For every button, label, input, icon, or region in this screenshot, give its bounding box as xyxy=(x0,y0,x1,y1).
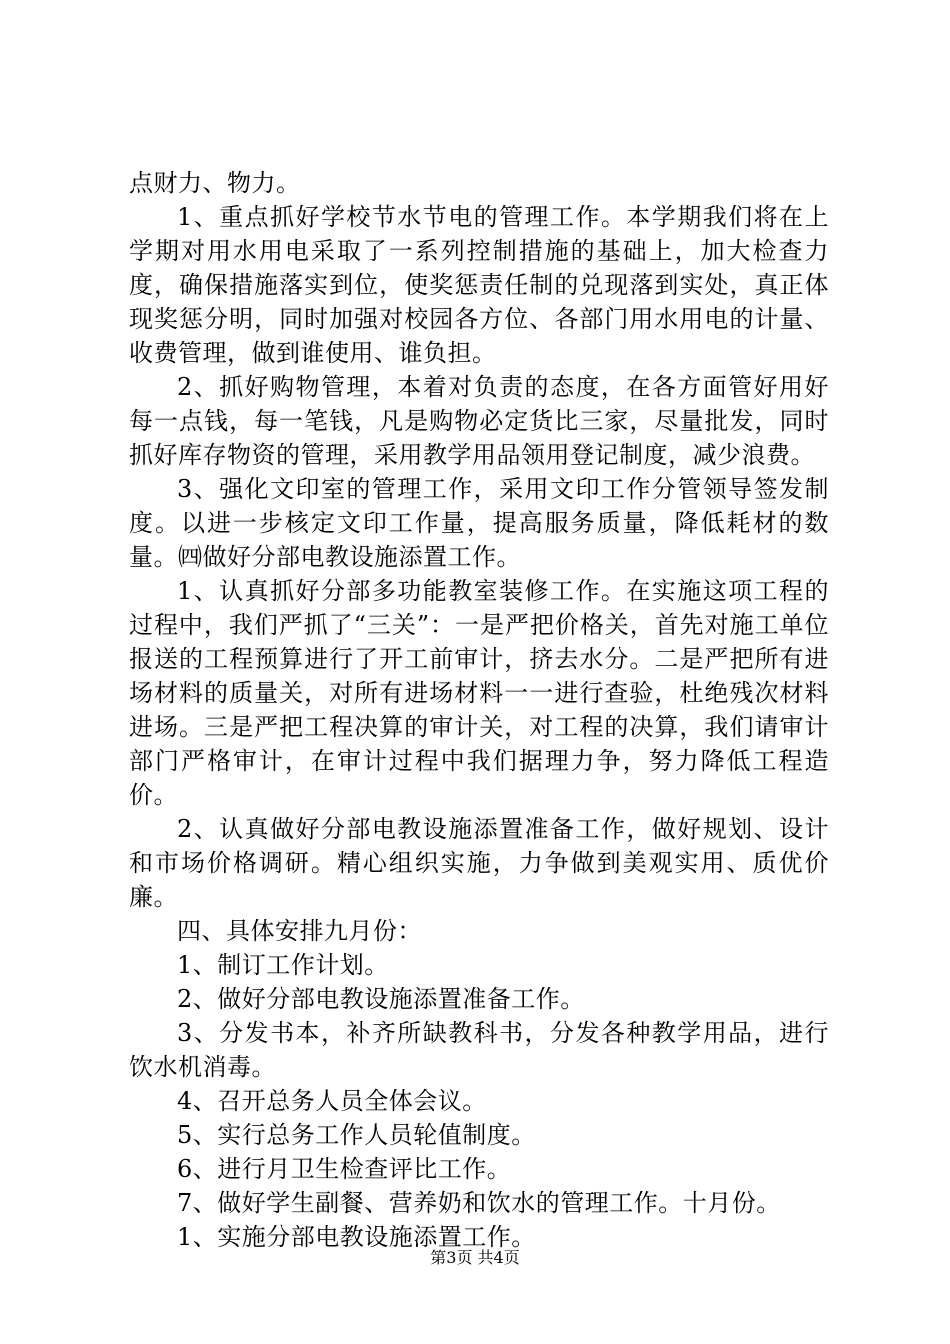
list-item: 6、进行月卫生检查评比工作。 xyxy=(177,1155,512,1183)
list-item: 1、实施分部电教设施添置工作。 xyxy=(177,1223,536,1251)
list-item: 4、召开总务人员全体会议。 xyxy=(177,1087,487,1115)
list-item: 3、分发书本，补齐所缺教科书，分发各种教学用品，进行饮水机消毒。 xyxy=(129,1019,829,1081)
list-item: 1、制订工作计划。 xyxy=(177,951,389,979)
page-number-label: 第3页 共4页 xyxy=(430,1248,520,1267)
paragraph-print-room: 3、强化文印室的管理工作，采用文印工作分管领导签发制度。以进一步核定文印工作量，提高服务质量，降低耗材的数量。㈣做好分部电教设施添置工作。 xyxy=(129,475,829,571)
paragraph-continuation: 点财力、物力。 xyxy=(129,169,301,197)
list-item: 5、实行总务工作人员轮值制度。 xyxy=(177,1121,536,1149)
list-item: 2、做好分部电教设施添置准备工作。 xyxy=(177,985,585,1013)
section-heading-schedule: 四、具体安排九月份： xyxy=(177,917,422,945)
paragraph-classroom-renovation: 1、认真抓好分部多功能教室装修工作。在实施这项工程的过程中，我们严抓了“三关”：一是严把价格关，首先对施工单位报送的工程预算进行了开工前审计，挤去水分。二是严把所有进场材料的质量关，对所有进场材料一一进行查验，杜绝残次材料进场。三是严把工程决算的审计关，对工程的决算，我们请审计部门严格审计，在审计过程中我们据理力争，努力降低工程造价。 xyxy=(129,577,829,809)
document-body xyxy=(129,166,829,1254)
paragraph-purchasing: 2、抓好购物管理，本着对负责的态度，在各方面管好用好每一点钱，每一笔钱，凡是购物必定货比三家，尽量批发，同时抓好库存物资的管理，采用教学用品领用登记制度，减少浪费。 xyxy=(129,373,829,469)
list-item: 7、做好学生副餐、营养奶和饮水的管理工作。十月份。 xyxy=(177,1189,781,1217)
paragraph-equipment-preparation: 2、认真做好分部电教设施添置准备工作，做好规划、设计和市场价格调研。精心组织实施，力争做到美观实用、质优价廉。 xyxy=(129,815,829,911)
page-footer xyxy=(0,1248,950,1268)
paragraph-water-electricity: 1、重点抓好学校节水节电的管理工作。本学期我们将在上学期对用水用电采取了一系列控制措施的基础上，加大检查力度，确保措施落实到位，使奖惩责任制的兑现落到实处，真正体现奖惩分明，同时加强对校园各方位、各部门用水用电的计量、收费管理，做到谁使用、谁负担。 xyxy=(129,203,829,367)
